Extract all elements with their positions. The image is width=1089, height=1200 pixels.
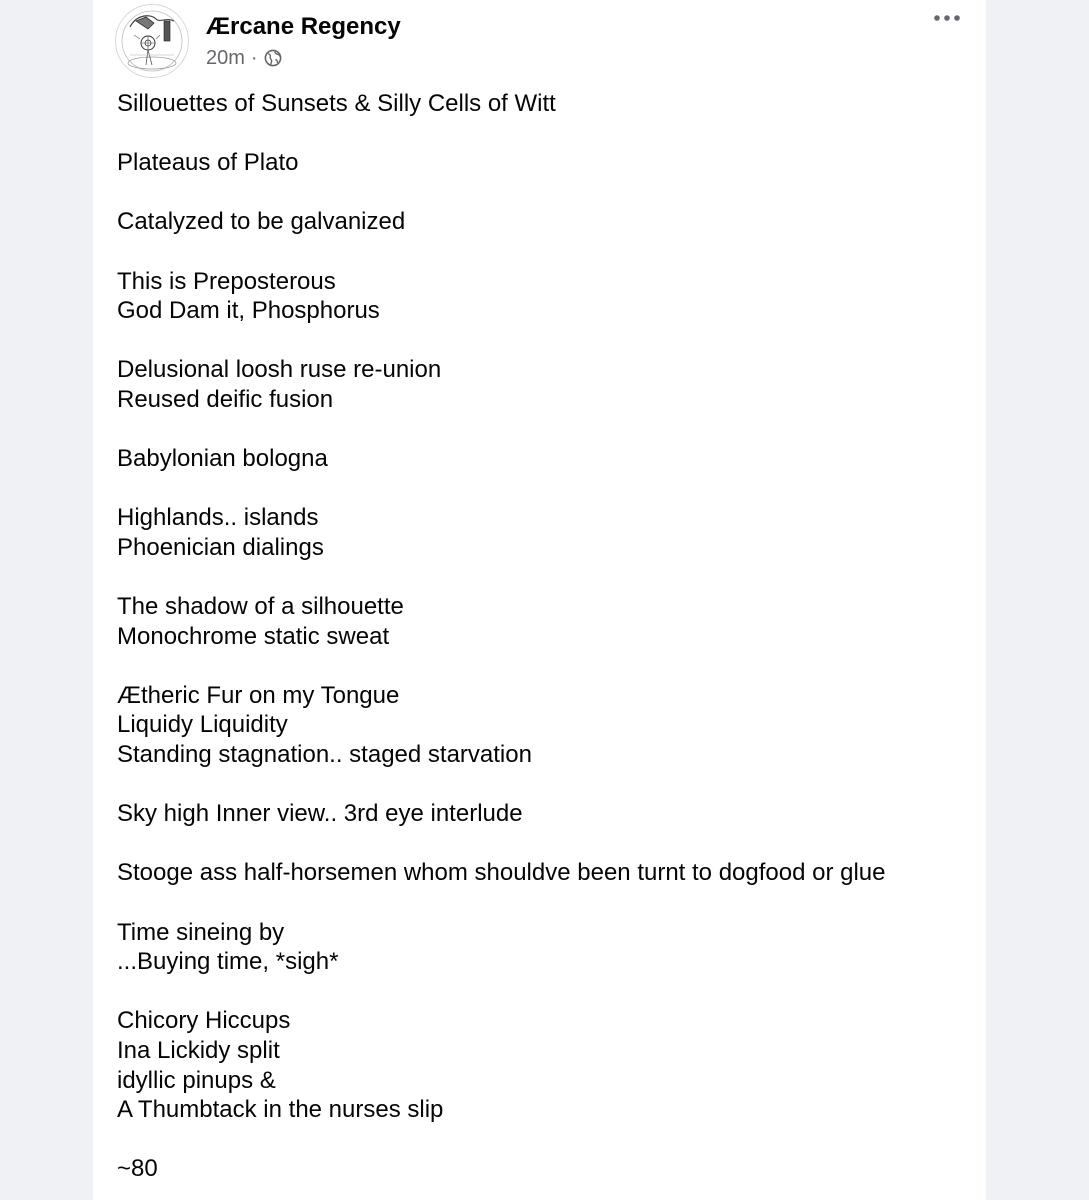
post-line: idyllic pinups & [117,1066,276,1094]
post-line: Delusional loosh ruse re-union [117,356,442,384]
post-line: Monochrome static sweat [117,622,390,650]
post-line: Sky high Inner view.. 3rd eye interlude [117,800,523,828]
post-line: Reused deific fusion [117,385,334,413]
illustrated-avatar-icon [116,5,188,77]
post-line: The shadow of a silhouette [117,593,404,621]
author-avatar[interactable] [115,4,189,78]
post-stanza [117,89,967,119]
post-stanza [117,444,967,474]
post-stanza [117,355,967,414]
post-line: This is Preposterous [117,267,336,295]
post-line: Highlands.. islands [117,504,319,532]
post-stanza [117,1006,967,1124]
post-timestamp[interactable]: 20m [206,46,245,69]
post-line: ~80 [117,1155,158,1183]
post-text [117,89,967,1184]
post-line: A Thumbtack in the nurses slip [117,1096,444,1124]
post-card [93,0,986,1200]
post-line: Stooge ass half-horsemen whom shouldve been turnt to dogfood or glue [117,859,886,887]
post-stanza [117,207,967,237]
post-stanza [117,503,967,562]
post-stanza [117,681,967,770]
more-options-button[interactable] [929,4,965,32]
post-line: Sillouettes of Sunsets & Silly Cells of Witt [117,90,556,117]
post-line: Phoenician dialings [117,533,324,561]
post-stanza [117,1154,967,1184]
post-line: Ina Lickidy split [117,1037,280,1064]
author-name[interactable]: Ærcane Regency [206,13,401,40]
more-horizontal-icon [933,14,961,22]
post-line: Catalyzed to be galvanized [117,208,406,236]
post-stanza [117,267,967,326]
post-line: Plateaus of Plato [117,149,299,177]
post-line: Chicory Hiccups [117,1007,291,1035]
meta-separator: · [250,46,258,69]
post-meta [206,46,282,70]
post-line: Standing stagnation.. staged starvation [117,741,532,769]
post-line: God Dam it, Phosphorus [117,297,380,325]
post-stanza [117,858,967,888]
post-stanza [117,799,967,829]
post-stanza [117,148,967,178]
post-line: ...Buying time, *sigh* [117,948,339,976]
post-stanza [117,918,967,977]
globe-icon[interactable] [264,49,282,67]
post-line: Babylonian bologna [117,445,328,473]
post-line: Time sineing by [117,918,285,946]
post-line: Ætheric Fur on my Tongue [117,681,400,709]
post-line: Liquidy Liquidity [117,711,288,739]
post-stanza [117,592,967,651]
